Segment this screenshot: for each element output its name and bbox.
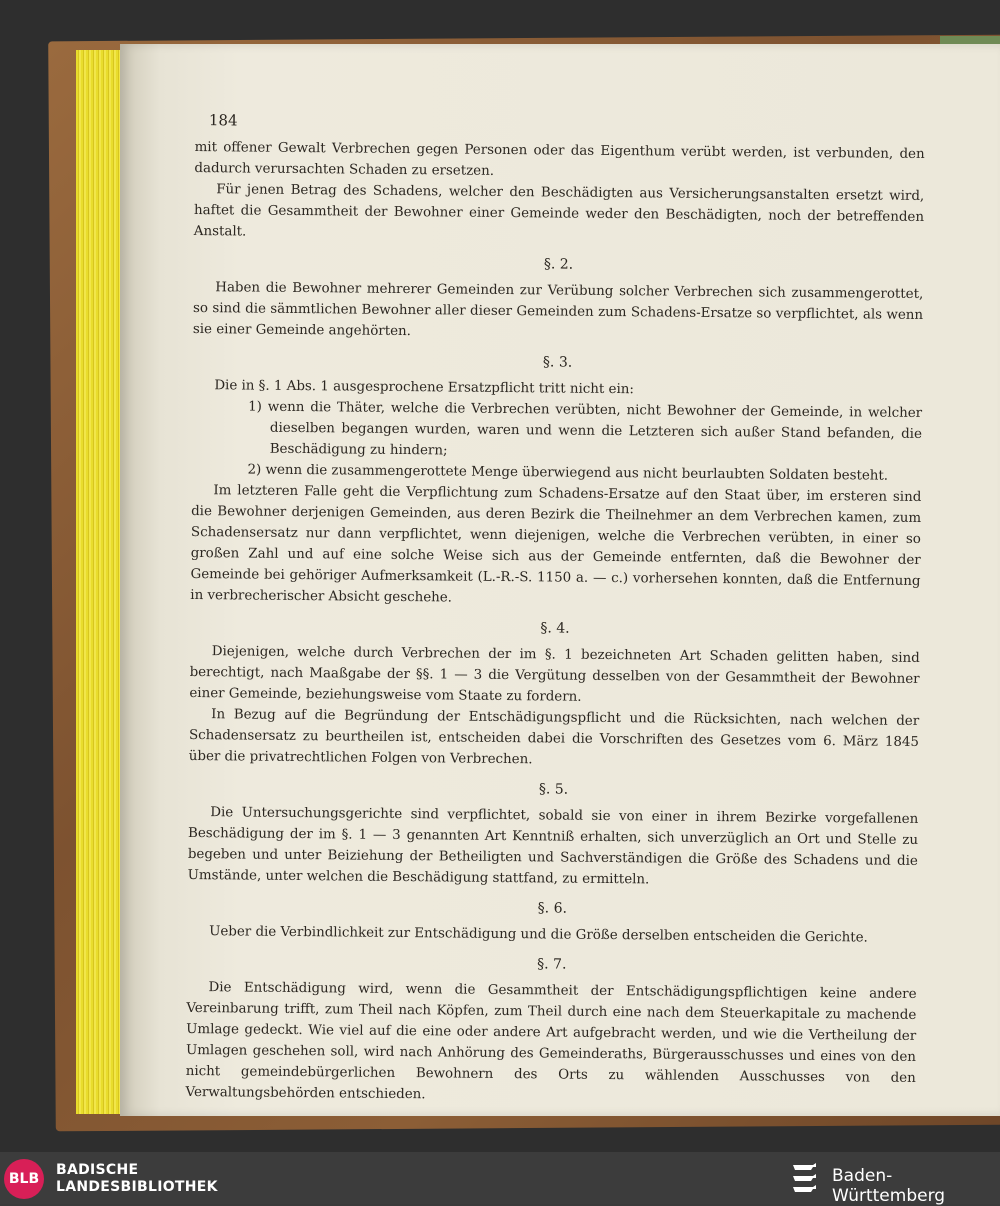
paragraph: Die in §. 1 Abs. 1 ausgesprochene Ersatzpflicht tritt nicht ein: [214, 378, 635, 398]
library-name[interactable] [56, 1162, 218, 1196]
blb-logo-badge[interactable] [4, 1159, 44, 1199]
section-heading: §. 3. [542, 354, 573, 371]
baden-wuerttemberg-lions-icon [790, 1161, 822, 1197]
footer-bar [0, 1152, 1000, 1204]
text-blocks [185, 137, 924, 1110]
paragraph: Haben die Bewohner mehrerer Gemeinden zur Verübung solcher Verbrechen sich zusammengerottet, so sind die sämmtlichen Bewohner aller dieser Gemeinden zum Schadens-Ersatze so verpflichtet, als wenn sie einer Gemeinde angehörten. [192, 280, 924, 340]
library-name-line1: BADISCHE [56, 1162, 139, 1178]
paragraph: Die Entschädigung wird, wenn die Gesammtheit der Entschädigungspflichtigen keine andere Vereinbarung trifft, zum Theil nach Köpfen, zum Theil durch eine nach dem Steuerkapitale zu machende Umlage gedeckt. Wie viel auf die eine oder andere Art aufgebracht werden, und wie die Vertheilung der Umlagen geschehen soll, wird nach Anhörung des Gemeinderaths, Bürgerausschusses und eines von den nicht gemeindebürgerlichen Bewohnern des Orts zu wählenden Ausschusses von den Verwaltungsbehörden entschieden. [185, 980, 917, 1103]
page-number: 184 [208, 111, 238, 130]
section-heading: §. 4. [540, 620, 570, 637]
section-heading: §. 6. [537, 900, 568, 917]
paragraph: Für jenen Betrag des Schadens, welcher den Beschädigten aus Versicherungsanstalten ersetzt wird, haftet die Gesammtheit der Bewohner einer Gemeinde weder den Beschädigten, noch der betreffenden Anstalt. [193, 182, 925, 240]
page-text [185, 110, 924, 1110]
enumerated-list [247, 397, 922, 487]
partner-name[interactable]: Baden-Württemberg [832, 1166, 946, 1206]
blb-badge-label: BLB [8, 1171, 40, 1187]
library-name-line2: LANDESBIBLIOTHEK [56, 1179, 218, 1195]
section-heading: §. 7. [537, 956, 567, 973]
section-heading: §. 2. [543, 256, 574, 273]
paragraph: In Bezug auf die Begründung der Entschädigungspflicht und die Rücksichten, nach welchen der Schadensersatz zu beurtheilen ist, entscheiden dabei die Vorschriften des Gesetzes vom 6. März 1845 über die privatrechtlichen Folgen von Verbrechen. [188, 707, 920, 768]
paragraph: Ueber die Verbindlichkeit zur Entschädigung und die Größe derselben entscheiden die Gerichte. [209, 924, 868, 946]
paragraph: mit offener Gewalt Verbrechen gegen Personen oder das Eigenthum verübt werden, ist verbunden, den dadurch verursachten Schaden zu ersetzen. [194, 139, 925, 179]
paragraph: Die Untersuchungsgerichte sind verpflichtet, sobald sie von einer in ihrem Bezirke vorgefallenen Beschädigung der im §. 1 — 3 genannten Art Kenntniß erhalten, sich unverzüglich an Ort und Stelle zu begeben und unter Beiziehung der Betheiligten und Sachverständigen die Größe des Schadens und die Umstände, unter welchen die Beschädigung stattfand, zu ermitteln. [187, 805, 919, 888]
list-item: 2) wenn die zusammengerottete Menge überwiegend aus nicht beurlaubten Soldaten besteht. [247, 462, 889, 484]
paragraph: Im letzteren Falle geht die Verpflichtung zum Schadens-Ersatze auf den Staat über, im ersteren sind die Bewohner derjenigen Gemeinden, aus deren Bezirk die Theilnehmer an dem Verbrechen kamen, zum Schadensersatz nur dann verpflichtet, wenn diejenigen, welche die Verbrechen verübten, in einer so großen Zahl und auf eine solche Weise sich aus der Gemeinde entfernten, daß die Bewohner der Gemeinde bei gehöriger Aufmerksamkeit (L.-R.-S. 1150 a. — c.) vorhersehen konnten, daß die Entfernung in verbrecherischer Absicht geschehe. [190, 483, 922, 606]
page-edges [76, 50, 126, 1114]
paragraph: Diejenigen, welche durch Verbrechen der im §. 1 bezeichneten Art Schaden gelitten haben, sind berechtigt, nach Maaßgabe der §§. 1 — 3 die Vergütung desselben von der Gesammtheit der Bewohner einer Gemeinde, beziehungsweise vom Staate zu fordern. [189, 644, 920, 705]
list-item: 1) wenn die Thäter, welche die Verbrechen verübten, nicht Bewohner der Gemeinde, in welcher dieselben begangen wurden, waren und wenn die Letzteren sich außer Stand befanden, die Beschädigung zu hindern; [248, 399, 923, 459]
section-heading: §. 5. [538, 781, 569, 798]
